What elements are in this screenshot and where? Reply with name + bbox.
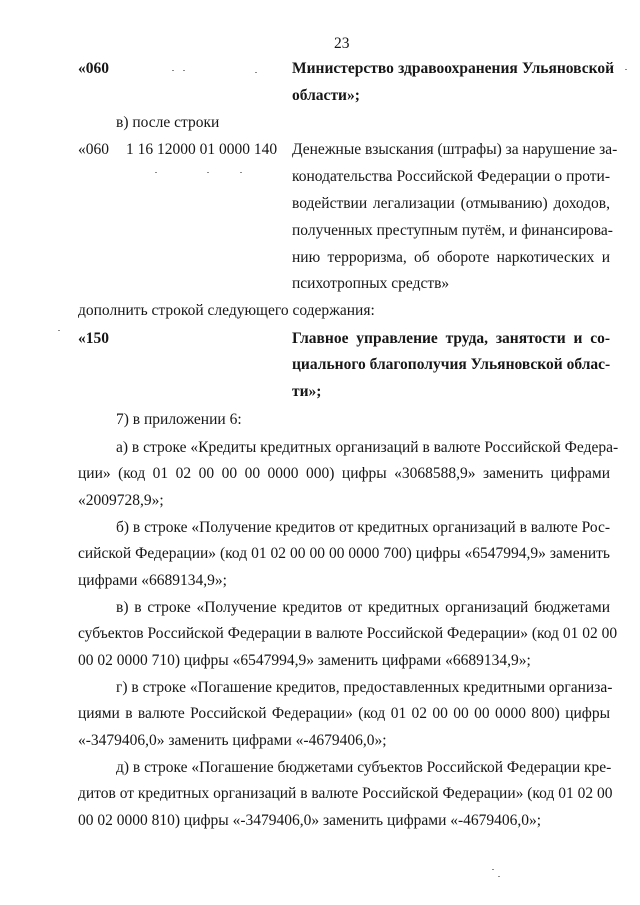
scan-speck: [498, 876, 500, 877]
scan-speck: [58, 330, 60, 331]
scan-speck: [155, 172, 157, 173]
scan-speck: [207, 172, 209, 173]
row2-text-line: Денежные взыскания (штрафы) за нарушение за-: [292, 141, 618, 158]
row3-text-line: циального благополучия Ульяновской облас-: [292, 356, 611, 373]
row1-text-line: Министерство здравоохранения Ульяновской: [292, 60, 614, 77]
para-a-line: ции» (код 01 02 00 00 00 0000 000) цифры «3068588,9» заменить цифрами: [78, 465, 610, 482]
scan-speck: [492, 869, 494, 870]
row2-text-line: конодательства Российской Федерации о проти-: [292, 168, 610, 185]
para-v-line: субъектов Российской Федерации в валюте Российской Федерации» (код 01 02 00: [78, 625, 618, 642]
row1-text-line: области»;: [292, 87, 360, 104]
page-number: 23: [334, 35, 350, 52]
row2-text-line: нию терроризма, об обороте наркотических и: [292, 249, 610, 266]
after-line: в) после строки: [116, 114, 220, 131]
para-a-line: а) в строке «Кредиты кредитных организаций в валюте Российской Федера-: [116, 439, 619, 456]
row2-text-line: водействии легализации (отмыванию) доходов,: [292, 195, 610, 212]
row2-kbk: 1 16 12000 01 0000 140: [126, 141, 278, 158]
scan-speck: [255, 72, 257, 73]
row2-code: «060: [78, 141, 109, 158]
scan-speck: [172, 70, 174, 71]
para-d-line: 00 02 0000 810) цифры «-3479406,0» заменить цифрами «-4679406,0»;: [78, 812, 542, 829]
para-g-line: «-3479406,0» заменить цифрами «-4679406,0»;: [78, 732, 387, 749]
para-b-line: цифрами «6689134,9»;: [78, 572, 227, 589]
supplement-line: дополнить строкой следующего содержания:: [78, 302, 375, 319]
para-a-line: «2009728,9»;: [78, 492, 164, 509]
para-b-line: б) в строке «Получение кредитов от кредитных организаций в валюте Рос-: [116, 519, 610, 536]
row2-text-line: психотропных средств»: [292, 275, 450, 292]
scan-speck: [240, 172, 242, 173]
scan-speck: [625, 69, 627, 70]
para-v-line: 00 02 0000 710) цифры «6547994,9» заменить цифрами «6689134,9»;: [78, 652, 531, 669]
row3-text-line: ти»;: [292, 383, 322, 400]
para-b-line: сийской Федерации» (код 01 02 00 00 00 0000 700) цифры «6547994,9» заменить: [78, 545, 610, 562]
row1-code: «060: [78, 60, 109, 77]
row3-text-line: Главное управление труда, занятости и со-: [292, 330, 610, 347]
para-v-line: в) в строке «Получение кредитов от кредитных организаций бюджетами: [116, 599, 610, 616]
row2-text-line: полученных преступным путём, и финансирова-: [292, 222, 613, 239]
scan-speck: [183, 70, 185, 71]
para-g-line: циями в валюте Российской Федерации» (код 01 02 00 00 00 0000 800) цифры: [78, 705, 610, 722]
para-d-line: д) в строке «Погашение бюджетами субъектов Российской Федерации кре-: [116, 759, 612, 776]
row3-code: «150: [78, 330, 109, 347]
para-d-line: дитов от кредитных организаций в валюте Российской Федерации» (код 01 02 00: [78, 785, 613, 802]
item-7-heading: 7) в приложении 6:: [116, 411, 242, 428]
para-g-line: г) в строке «Погашение кредитов, предоставленных кредитными организа-: [116, 679, 613, 696]
